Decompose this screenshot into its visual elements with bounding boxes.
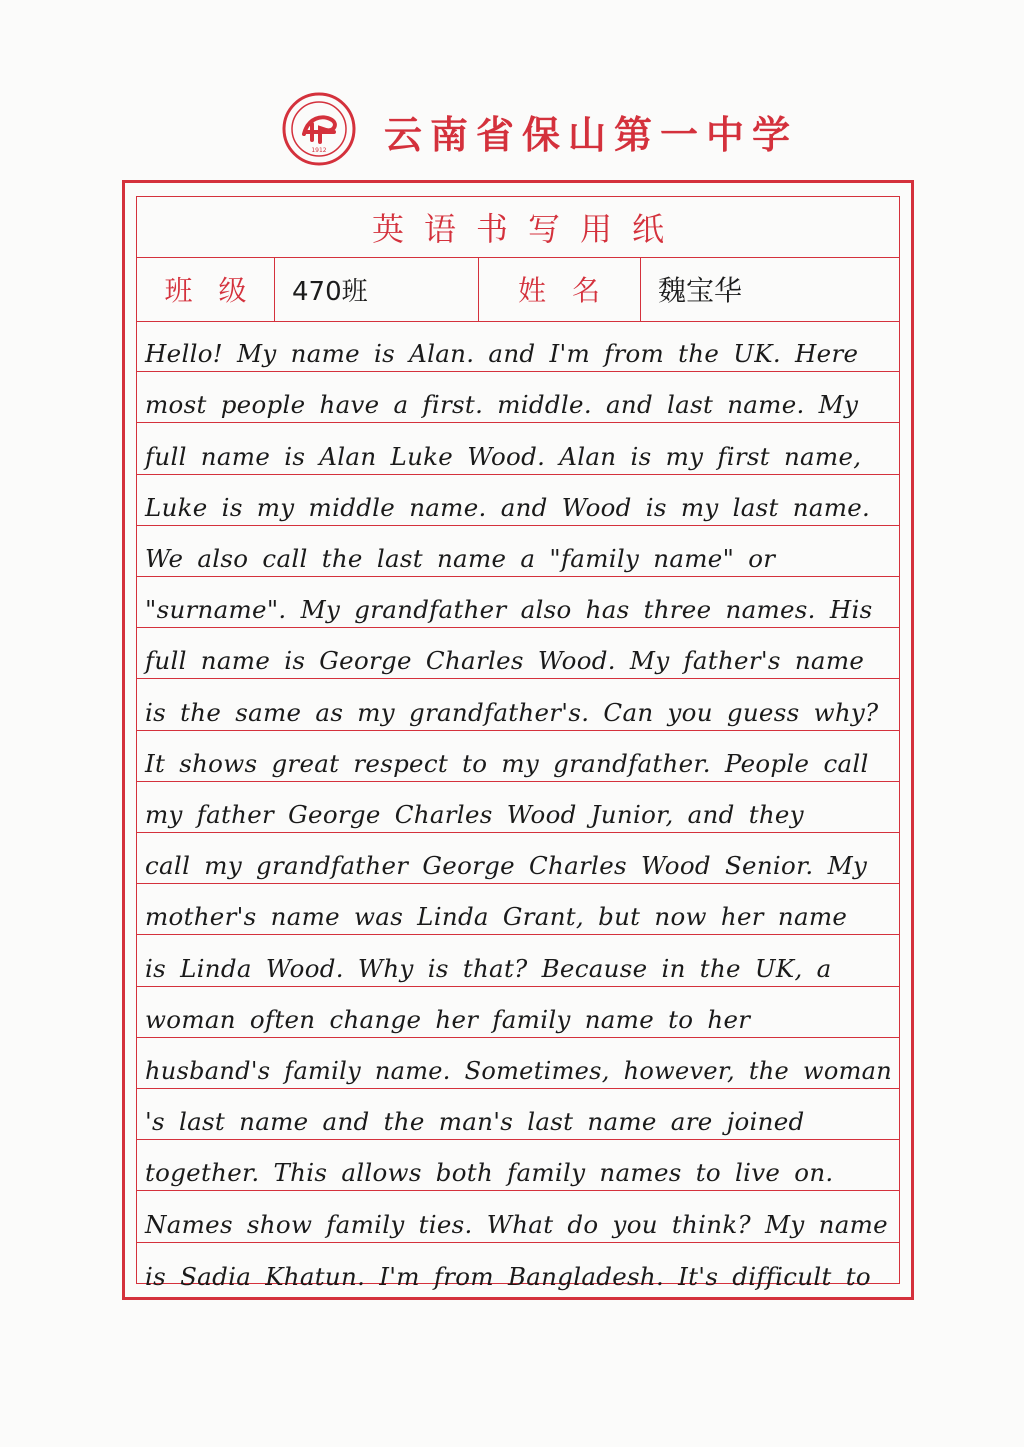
writing-line <box>137 475 899 526</box>
name-value: 魏宝华 <box>658 274 743 307</box>
writing-line <box>137 321 899 372</box>
handwritten-text: full name is George Charles Wood. My father's name <box>145 646 865 676</box>
writing-line <box>137 833 899 884</box>
writing-line <box>137 372 899 423</box>
writing-sheet <box>122 180 914 1300</box>
writing-line <box>137 1140 899 1191</box>
handwritten-text: most people have a first. middle. and last name. My <box>145 390 859 420</box>
writing-line <box>137 782 899 833</box>
handwritten-text: is the same as my grandfather's. Can you guess why? <box>145 697 879 727</box>
handwritten-text: 's last name and the man's last name are joined <box>145 1107 805 1137</box>
writing-line <box>137 628 899 679</box>
handwritten-text: call my grandfather George Charles Wood Senior. My <box>145 851 868 881</box>
seal-year: 1912 <box>311 147 327 154</box>
writing-line <box>137 526 899 577</box>
handwritten-text: husband's family name. Sometimes, however, the woman <box>145 1056 893 1085</box>
writing-line <box>137 1089 899 1140</box>
sheet-title: 英语书写用纸 <box>371 210 684 248</box>
writing-line <box>137 1038 899 1089</box>
class-value: 470班 <box>292 276 368 307</box>
writing-line <box>137 1243 899 1294</box>
student-info-row <box>137 257 899 322</box>
class-label: 班级 <box>164 274 273 307</box>
handwritten-text: is Linda Wood. Why is that? Because in the UK, a <box>145 953 832 983</box>
handwritten-text: together. This allows both family names to live on. <box>145 1158 834 1188</box>
handwritten-text: woman often change her family name to her <box>145 1004 751 1034</box>
school-name: 云南省保山第一中学 <box>384 113 799 157</box>
writing-line <box>137 731 899 782</box>
writing-line <box>137 423 899 474</box>
handwritten-text: It shows great respect to my grandfather. People call <box>145 748 869 778</box>
writing-lines <box>137 321 899 1291</box>
page-header <box>0 0 1024 170</box>
writing-line <box>137 884 899 935</box>
handwritten-text: Hello! My name is Alan. and I'm from the UK. Here <box>145 339 859 369</box>
handwritten-text: mother's name was Linda Grant, but now her name <box>145 902 848 932</box>
school-seal-icon <box>282 92 356 166</box>
sheet-inner-frame <box>136 196 900 1291</box>
handwritten-text: full name is Alan Luke Wood. Alan is my first name, <box>145 441 862 471</box>
writing-line <box>137 577 899 628</box>
writing-line <box>137 1191 899 1242</box>
writing-line <box>137 679 899 730</box>
sheet-title-row <box>137 197 899 258</box>
handwritten-text: my father George Charles Wood Junior, and they <box>145 799 804 829</box>
handwritten-text: "surname". My grandfather also has three names. His <box>145 595 873 625</box>
writing-line <box>137 935 899 986</box>
handwritten-text: Luke is my middle name. and Wood is my last name. <box>145 492 871 522</box>
handwritten-text: is Sadia Khatun. I'm from Bangladesh. It's difficult to <box>145 1261 871 1291</box>
handwritten-text: We also call the last name a "family name" or <box>145 543 776 573</box>
writing-line <box>137 987 899 1038</box>
handwritten-text: Names show family ties. What do you think? My name <box>145 1209 888 1239</box>
name-label: 姓名 <box>517 274 626 307</box>
